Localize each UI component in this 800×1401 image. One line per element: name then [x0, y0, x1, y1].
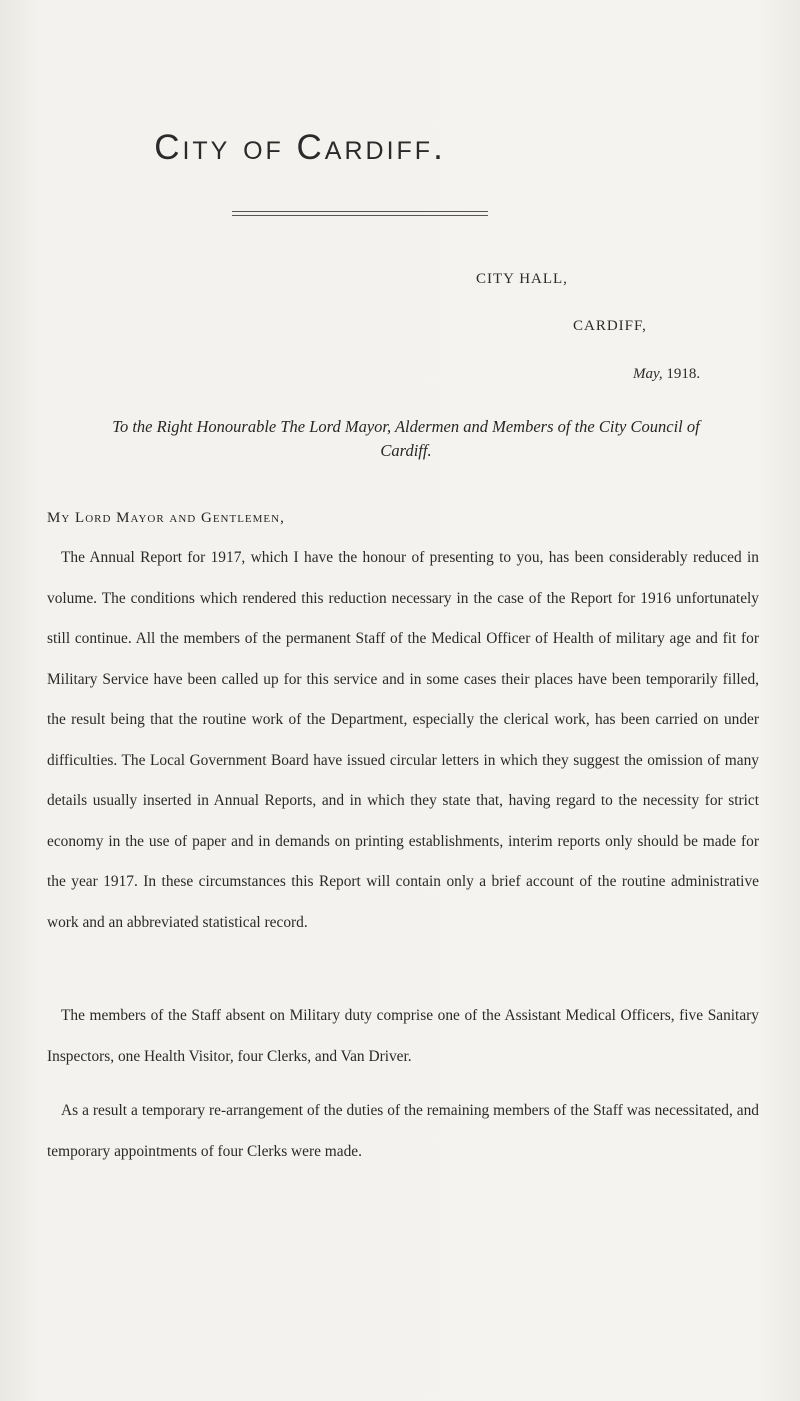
date-month: May, [633, 366, 663, 382]
title-rule-bottom [232, 215, 488, 216]
address-line-1: CITY HALL, [476, 271, 568, 287]
address-line-2: CARDIFF, [573, 318, 647, 334]
addressee: To the Right Honourable The Lord Mayor, Aldermen and Members of the City Council of Cardiff. [112, 417, 700, 460]
letter-date [633, 366, 700, 383]
body-paragraph-2: The members of the Staff absent on Military duty comprise one of the Assistant Medical Officers, five Sanitary Inspectors, one Health Visitor, four Clerks, and Van Driver. [47, 1007, 759, 1065]
body-paragraph-3: As a result a temporary re-arrangement of the duties of the remaining members of the Staff was necessitated, and temporary appointments of four Clerks were made. [47, 1102, 759, 1160]
title-rule-top [232, 211, 488, 212]
page-title: City of Cardiff. [154, 128, 446, 167]
date-year: 1918. [662, 366, 701, 382]
body-paragraph-1: The Annual Report for 1917, which I have the honour of presenting to you, has been considerably reduced in volume. The conditions which rendered this reduction necessary in the case of the Report for 1916 unfortunately still continue. All the members of the permanent Staff of the Medical Officer of Health of military age and fit for Military Service have been called up for this service and in some cases their places have been temporarily filled, the result being that the routine work of the Department, especially the clerical work, has been carried on under difficulties. The Local Government Board have issued circular letters in which they suggest the omission of many details usually inserted in Annual Reports, and in which they state that, having regard to the necessity for strict economy in the use of paper and in demands on printing establishments, interim reports only should be made for the year 1917. In these circumstances this Report will contain only a brief account of the routine administrative work and an abbreviated statistical record. [47, 549, 759, 931]
salutation: My Lord Mayor and Gentlemen, [47, 510, 285, 526]
